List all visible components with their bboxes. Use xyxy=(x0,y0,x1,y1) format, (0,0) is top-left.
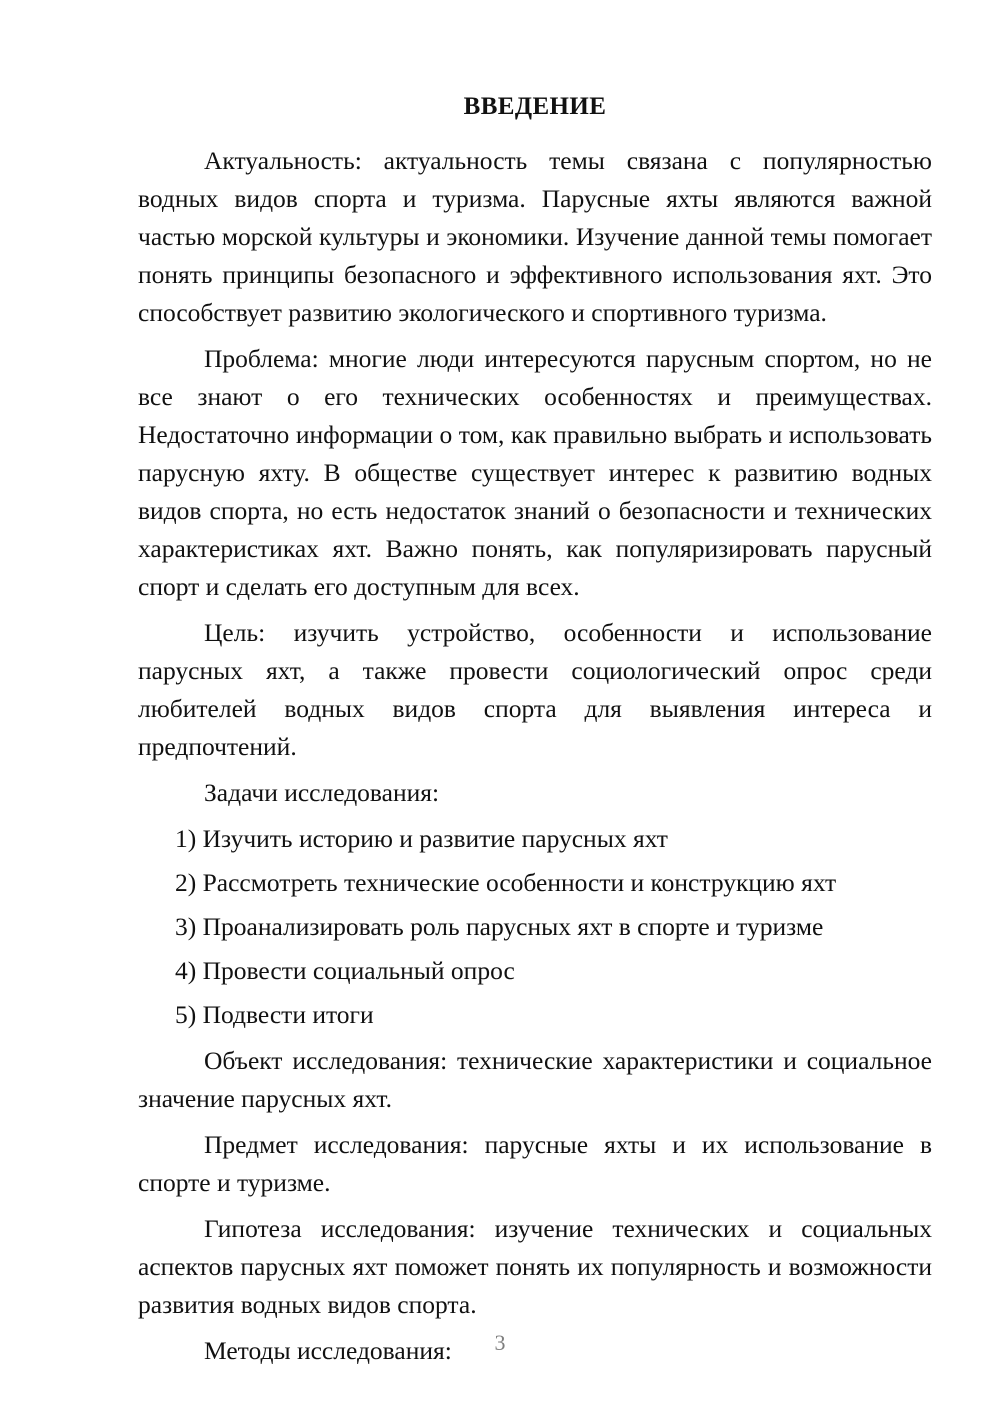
page-number: 3 xyxy=(494,1330,506,1355)
paragraph-object: Объект исследования: технические характеристики и социальное значение парусных яхт. xyxy=(138,1046,932,1113)
list-item: 3) Проанализировать роль парусных яхт в спорте и туризме xyxy=(175,912,824,941)
list-item: 4) Провести социальный опрос xyxy=(175,956,515,985)
subheading-tasks: Задачи исследования: xyxy=(204,778,440,807)
document-body xyxy=(138,88,932,1378)
paragraph-hypothesis: Гипотеза исследования: изучение технических и социальных аспектов парусных яхт поможет понять их популярность и возможности развития водных видов спорта. xyxy=(138,1214,932,1319)
subheading-methods: Методы исследования: xyxy=(204,1336,452,1365)
tasks-list xyxy=(138,820,932,1034)
paragraph-goal: Цель: изучить устройство, особенности и использование парусных яхт, а также провести социологический опрос среди любителей водных видов спорта для выявления интереса и предпочтений. xyxy=(138,618,932,761)
page-title: ВВЕДЕНИЕ xyxy=(463,93,607,120)
paragraph-relevance: Актуальность: актуальность темы связана с популярностью водных видов спорта и туризма. Парусные яхты являются важной частью морской культуры и экономики. Изучение данной темы помогает понять принципы безопасного и эффективного использования яхт. Это способствует развитию экологического и спортивного туризма. xyxy=(138,146,932,327)
list-item: 5) Подвести итоги xyxy=(175,1000,374,1029)
list-item: 1) Изучить историю и развитие парусных яхт xyxy=(175,824,668,853)
paragraph-subject: Предмет исследования: парусные яхты и их использование в спорте и туризме. xyxy=(138,1130,932,1197)
list-item: 2) Рассмотреть технические особенности и конструкцию яхт xyxy=(175,868,837,897)
paragraph-problem: Проблема: многие люди интересуются парусным спортом, но не все знают о его технических особенностях и преимуществах. Недостаточно информации о том, как правильно выбрать и использовать парусную яхту. В обществе существует интерес к развитию водных видов спорта, но есть недостаток знаний о безопасности и технических характеристиках яхт. Важно понять, как популяризировать парусный спорт и сделать его доступным для всех. xyxy=(138,344,932,601)
